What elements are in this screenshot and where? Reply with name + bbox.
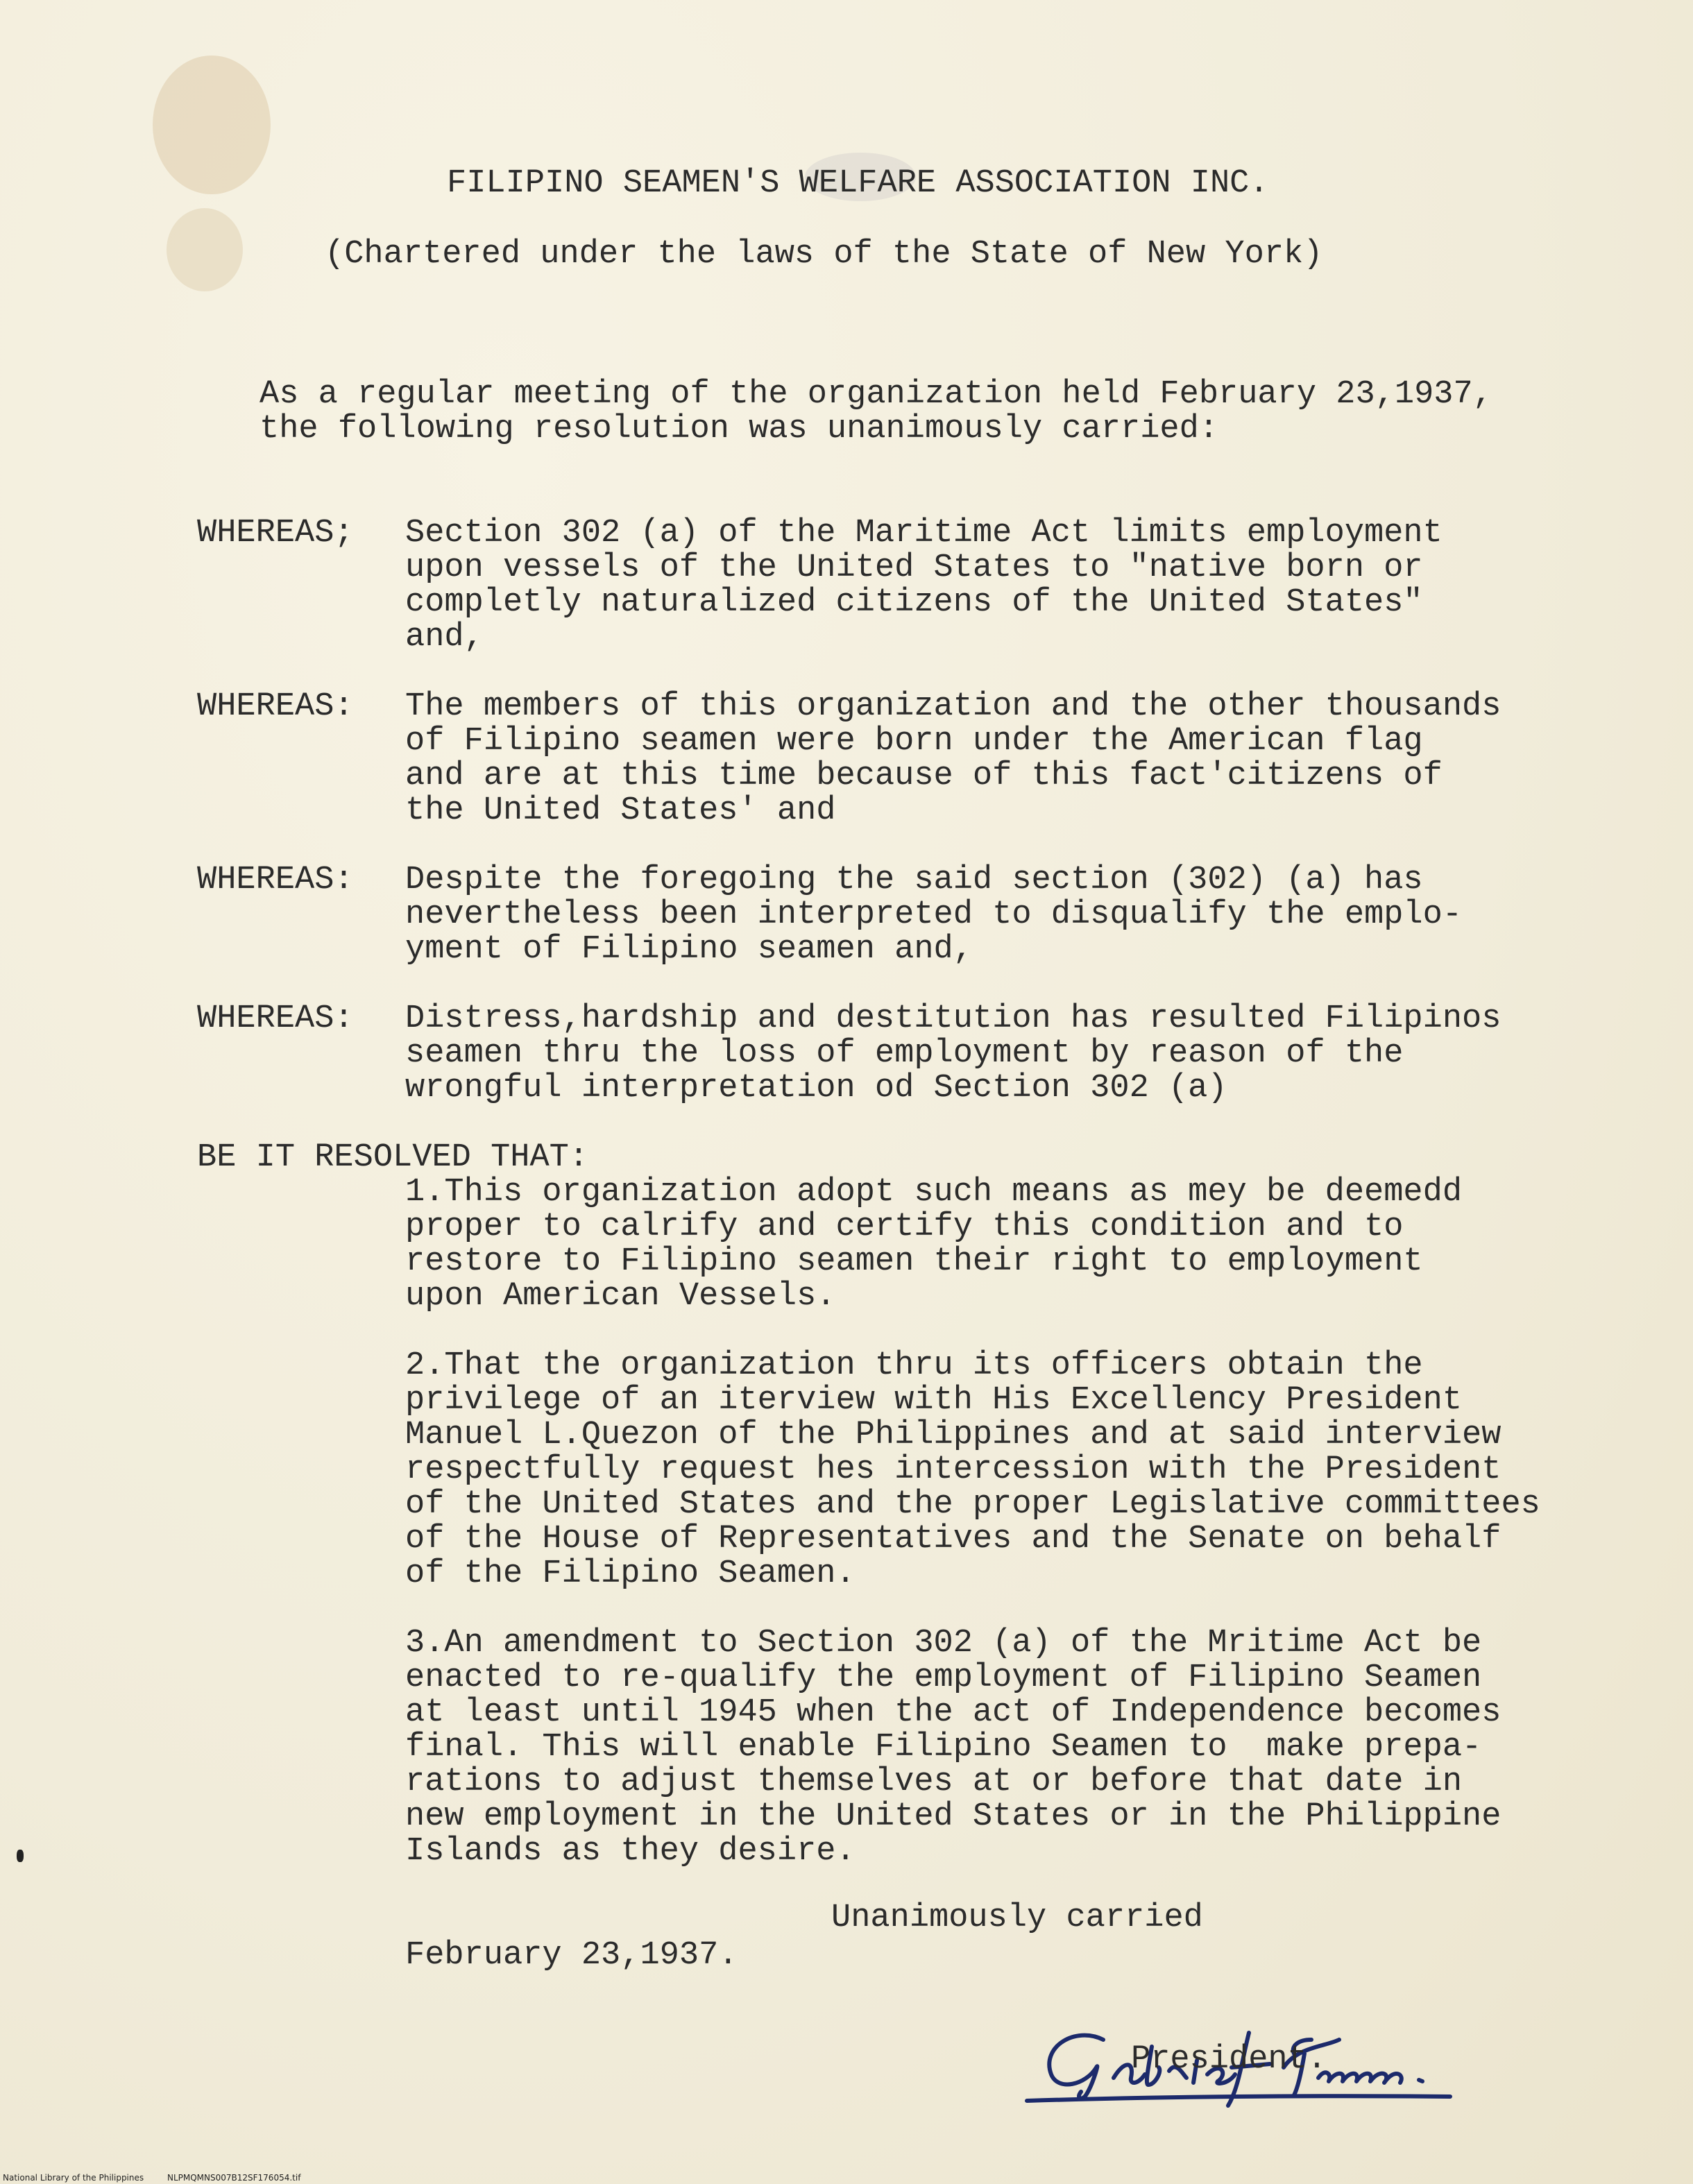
text-line: of the Filipino Seamen. [405,1555,856,1592]
text-line: at least until 1945 when the act of Independence becomes [405,1694,1501,1731]
text-line: and are at this time because of this fact'citizens of [405,758,1443,794]
letterhead-title: FILIPINO SEAMEN'S WELFARE ASSOCIATION INC. [447,165,1269,202]
text-line: yment of Filipino seamen and, [405,931,973,968]
text-line: restore to Filipino seamen their right to employment [405,1243,1423,1280]
resolution-item [405,1349,1540,1592]
text-line: The members of this organization and the other thousands [405,688,1501,725]
text-line: completly naturalized citizens of the United States" [405,584,1423,621]
text-line: Distress,hardship and destitution has resulted Filipinos [405,1000,1501,1037]
text-line: nevertheless been interpreted to disqualify the emplo- [405,896,1463,933]
whereas-clause [405,863,1462,967]
text-line: As a regular meeting of the organization held February 23,1937, [260,376,1492,413]
whereas-clause [405,690,1501,828]
text-line: privilege of an iterview with His Excellency President [405,1382,1463,1419]
text-line: seamen thru the loss of employment by reason of the [405,1035,1404,1072]
whereas-label: WHEREAS: [197,688,354,725]
paper-stain [153,56,271,194]
whereas-label: WHEREAS; [197,515,354,552]
text-line: upon vessels of the United States to "native born or [405,549,1423,586]
whereas-clause [405,1002,1501,1106]
resolved-label: BE IT RESOLVED THAT: [197,1139,589,1176]
text-line: 2.That the organization thru its officers obtain the [405,1347,1423,1384]
text-line: of the House of Representatives and the Senate on behalf [405,1521,1501,1558]
intro-paragraph [260,377,1492,447]
text-line: the following resolution was unanimously carried: [260,411,1219,447]
text-line: rations to adjust themselves at or before that date in [405,1764,1463,1800]
text-line: proper to calrify and certify this condition and to [405,1209,1404,1245]
text-line: Islands as they desire. [405,1833,856,1870]
whereas-clause [405,516,1443,655]
text-line: 3.An amendment to Section 302 (a) of the Mritime Act be [405,1625,1482,1662]
whereas-label: WHEREAS: [197,1000,354,1037]
ink-mark [17,1850,24,1862]
resolution-item [405,1175,1462,1314]
text-line: the United States' and [405,792,836,829]
archive-footer [3,2173,321,2183]
text-line: final. This will enable Filipino Seamen to make prepa- [405,1729,1482,1766]
text-line: of the United States and the proper Legislative committees [405,1486,1540,1523]
carried-note: Unanimously carried [831,1900,1203,1936]
text-line: upon American Vessels. [405,1278,836,1315]
text-line: and, [405,619,484,656]
text-line: new employment in the United States or in the Philippine [405,1798,1501,1835]
text-line: 1.This organization adopt such means as mey be deemedd [405,1174,1463,1211]
text-line: Section 302 (a) of the Maritime Act limits employment [405,515,1443,552]
resolution-item [405,1626,1501,1869]
signatory-title: President. [1131,2041,1327,2078]
text-line: Manuel L.Quezon of the Philippines and at said interview [405,1417,1501,1453]
text-line: respectfully request hes intercession with the President [405,1451,1501,1488]
paper-stain [167,208,243,291]
whereas-label: WHEREAS: [197,862,354,898]
resolution-date: February 23,1937. [405,1937,738,1974]
archive-file-id: NLPMQMNS007B12SF176054.tif [167,2173,301,2183]
text-line: wrongful interpretation od Section 302 (a) [405,1070,1227,1107]
text-line: Despite the foregoing the said section (302) (a) has [405,862,1423,898]
text-line: of Filipino seamen were born under the American flag [405,723,1423,760]
archive-library: National Library of the Philippines [3,2173,144,2183]
text-line: enacted to re-qualify the employment of Filipino Seamen [405,1660,1482,1696]
letterhead-subtitle: (Chartered under the laws of the State of New York) [325,236,1323,273]
